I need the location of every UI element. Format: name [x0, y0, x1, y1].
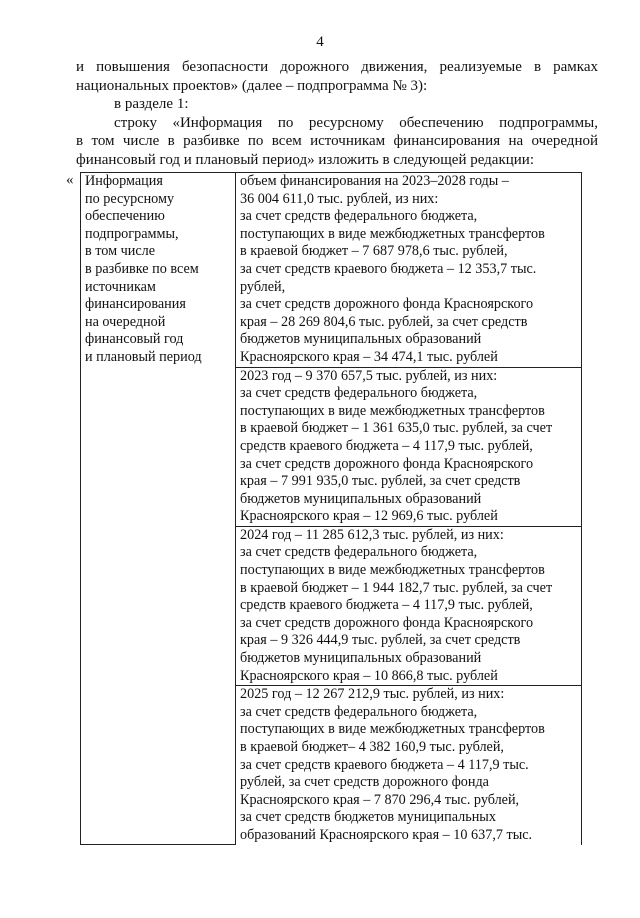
row-label-line: и плановый период: [85, 348, 202, 365]
funding-2023-cell: [236, 367, 582, 526]
funding-line: за счет средств краевого бюджета – 4 117,9 тыс.: [240, 756, 529, 773]
funding-line: Красноярского края – 34 474,1 тыс. рублей: [240, 348, 498, 365]
funding-line: за счет средств краевого бюджета – 12 353,7 тыс.: [240, 260, 537, 277]
funding-line: 36 004 611,0 тыс. рублей, из них:: [240, 190, 439, 207]
intro-line: в том числе в разбивке по всем источникам финансирования на очередной: [76, 133, 598, 149]
row-label-line: обеспечению: [85, 208, 165, 225]
row-label-line: по ресурсному: [85, 190, 175, 207]
funding-line: за счет средств дорожного фонда Красноярского: [240, 455, 534, 472]
intro-line: финансовый год и плановый период» изложить в следующей редакции:: [76, 151, 535, 168]
funding-line: в краевой бюджет– 4 382 160,9 тыс. рублей,: [240, 739, 504, 755]
row-label-line: подпрограммы,: [85, 225, 179, 242]
resource-table: [80, 172, 582, 845]
page-number: 4: [316, 34, 324, 50]
funding-line: за счет средств федерального бюджета,: [240, 544, 478, 561]
intro-line: национальных проектов» (далее – подпрограмма № 3):: [76, 77, 428, 94]
opening-quote-mark: «: [66, 172, 74, 188]
funding-line: Красноярского края – 10 866,8 тыс. рублей: [240, 667, 498, 684]
funding-line: поступающих в виде межбюджетных трансфертов: [240, 225, 545, 242]
funding-line: в краевой бюджет – 7 687 978,6 тыс. рублей,: [240, 243, 508, 260]
funding-line: рублей,: [240, 278, 286, 295]
funding-line: Красноярского края – 12 969,6 тыс. рублей: [240, 508, 498, 525]
funding-line: бюджетов муниципальных образований: [240, 650, 482, 667]
row-label-line: Информация: [85, 173, 163, 189]
funding-line: за счет средств федерального бюджета,: [240, 703, 478, 720]
funding-line: за счет средств федерального бюджета,: [240, 385, 478, 402]
funding-2024-cell: [236, 526, 582, 685]
row-label-line: на очередной: [85, 313, 166, 330]
funding-line: поступающих в виде межбюджетных трансфертов: [240, 402, 545, 419]
intro-text: [76, 58, 598, 169]
funding-line: рублей, за счет средств дорожного фонда: [240, 774, 489, 791]
funding-2025-cell: [236, 686, 582, 845]
funding-line: средств краевого бюджета – 4 117,9 тыс. рублей,: [240, 437, 533, 454]
row-label-cell: [81, 173, 236, 845]
funding-line: бюджетов муниципальных образований: [240, 331, 482, 348]
funding-line: в краевой бюджет – 1 361 635,0 тыс. рублей, за счет: [240, 420, 553, 437]
row-label-line: финансовый год: [85, 331, 184, 348]
funding-line: края – 28 269 804,6 тыс. рублей, за счет средств: [240, 313, 528, 330]
funding-line: за счет средств бюджетов муниципальных: [240, 809, 496, 826]
funding-line: в краевой бюджет – 1 944 182,7 тыс. рублей, за счет: [240, 579, 553, 596]
funding-line: поступающих в виде межбюджетных трансфертов: [240, 721, 545, 738]
funding-line: края – 9 326 444,9 тыс. рублей, за счет средств: [240, 632, 521, 649]
funding-line: за счет средств федерального бюджета,: [240, 208, 478, 225]
intro-line: и повышения безопасности дорожного движения, реализуемые в рамках: [76, 59, 598, 75]
funding-total-cell: [236, 173, 582, 368]
row-label-line: в разбивке по всем: [85, 260, 199, 277]
funding-line: 2024 год – 11 285 612,3 тыс. рублей, из них:: [240, 526, 504, 543]
funding-line: объем финансирования на 2023–2028 годы –: [240, 173, 509, 189]
funding-line: края – 7 991 935,0 тыс. рублей, за счет средств: [240, 473, 521, 490]
intro-line: в разделе 1:: [114, 96, 189, 112]
funding-line: Красноярского края – 7 870 296,4 тыс. рублей,: [240, 791, 520, 808]
row-label-line: источникам: [85, 278, 156, 295]
intro-line: строку «Информация по ресурсному обеспечению подпрограммы,: [114, 114, 598, 131]
funding-line: 2025 год – 12 267 212,9 тыс. рублей, из них:: [240, 686, 505, 703]
funding-line: за счет средств дорожного фонда Красноярского: [240, 614, 534, 631]
table-row: [81, 173, 582, 368]
funding-line: образований Красноярского края – 10 637,7 тыс.: [240, 826, 533, 843]
funding-line: за счет средств дорожного фонда Красноярского: [240, 296, 534, 313]
row-label-line: финансирования: [85, 296, 186, 313]
row-label-line: в том числе: [85, 243, 156, 260]
funding-line: поступающих в виде межбюджетных трансфертов: [240, 562, 545, 579]
funding-line: 2023 год – 9 370 657,5 тыс. рублей, из них:: [240, 367, 498, 384]
funding-line: средств краевого бюджета – 4 117,9 тыс. рублей,: [240, 597, 533, 614]
funding-line: бюджетов муниципальных образований: [240, 490, 482, 507]
